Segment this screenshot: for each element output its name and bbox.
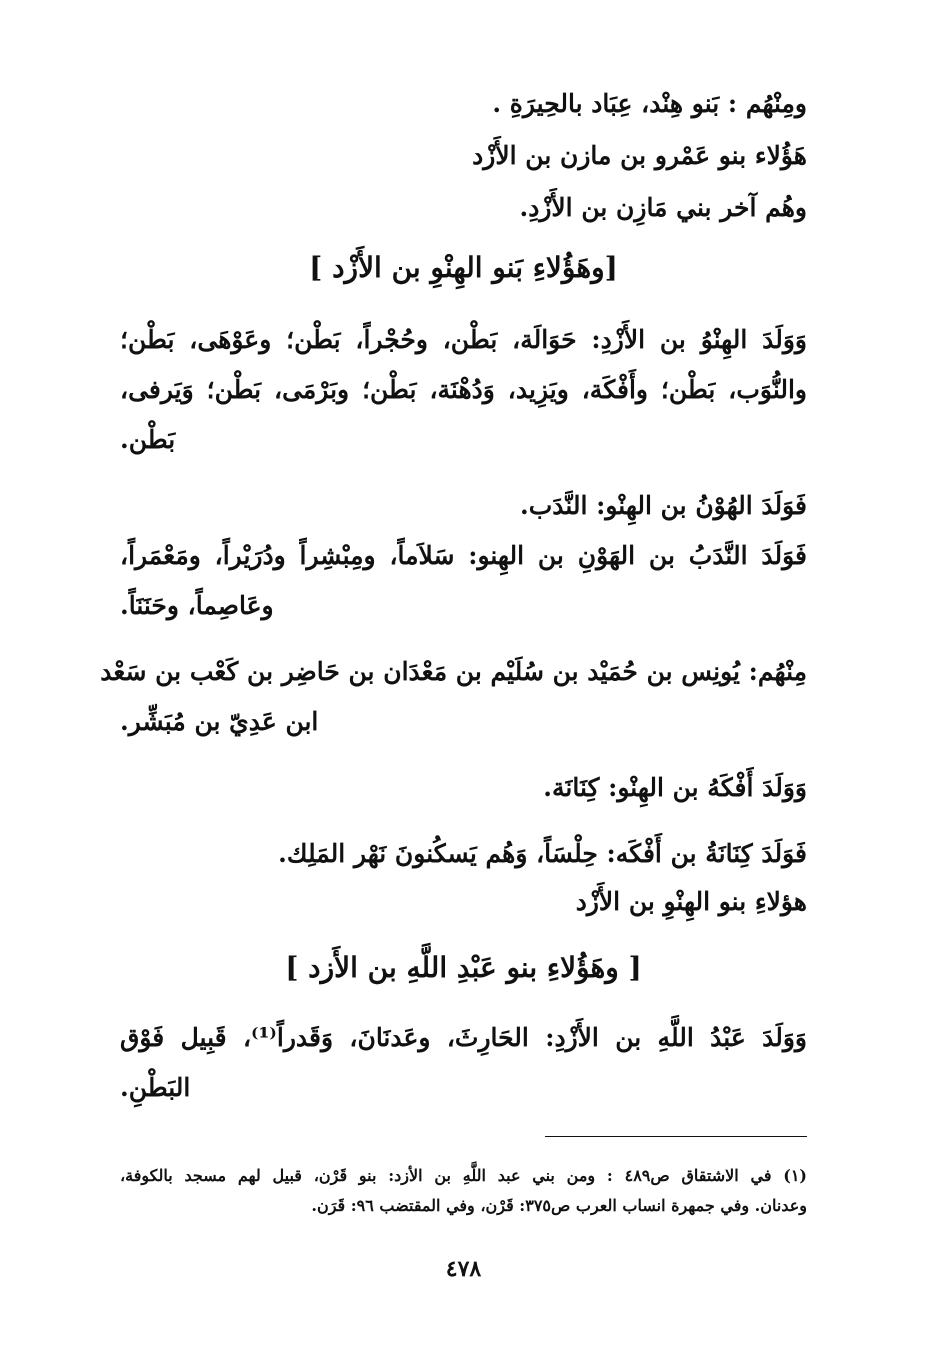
paragraph-8-line-2: البَطْنِ. [120, 1073, 191, 1102]
paragraph-7: هؤلاءِ بنو الهِنْوِ بن الأَزْد [575, 887, 807, 916]
section-heading-abdullah: [ وهَؤُلاءِ بنو عَبْدِ اللَّهِ بن الأَزد ] [285, 951, 642, 984]
paragraph-6: فَوَلَدَ كِنَانَةُ بن أَفْكَه: حِلْسَاً، وَهُم يَسكُنونَ نَهْر المَلِك. [278, 839, 807, 868]
footnote-line-1: (١) في الاشتقاق ص٤٨٩ : ومن بني عبد اللَّهِ بن الأزد: بنو قَرْن، قبيل لهم مسجد بالكوفة، [120, 1166, 807, 1185]
page-number: ٤٧٨ [445, 1256, 482, 1282]
paragraph-4-line-2: ابن عَدِيّ بن مُبَشِّر. [120, 707, 319, 736]
footnote-separator [545, 1136, 807, 1137]
paragraph-8-line-1: وَوَلَدَ عَبْدُ اللَّهِ بن الأَزْدِ: الحَارِثَ، وعَدنَانَ، وَقَدراً⁽¹⁾، قَبِيل فَوْق [120, 1023, 807, 1052]
section-heading-hinw: [وهَؤُلاءِ بَنو الهِنْوِ بن الأَزْد ] [309, 251, 618, 284]
paragraph-1-line-2: والنُّوَب، بَطْن؛ وأَفْكَة، ويَزِيد، وَدُهْنَة، بَطْن؛ وبَرْمَى، بَطْن؛ وَيَرفى، [120, 375, 807, 404]
intro-line-3: وهُم آخر بني مَازِن بن الأَزْدِ. [519, 193, 807, 222]
footnote-line-2: وعدنان. وفي جمهرة انساب العرب ص٣٧٥: قَرْن، وفي المقتضب ٩٦: قَرَن. [311, 1196, 807, 1215]
intro-line-1: ومِنْهُم : بَنو هِنْد، عِبَاد بالحِيرَةِ . [492, 89, 807, 118]
paragraph-1-line-3: بَطْن. [120, 425, 176, 454]
intro-line-2: هَؤُلاء بنو عَمْرو بن مازن بن الأَزْد [472, 141, 807, 170]
paragraph-3-line-1: فَوَلَدَ النَّدَبُ بن الهَوْنِ بن الهِنو: سَلاَماً، ومِبْشِراً ودُرَيْراً، ومَعْمَراً، [120, 541, 807, 570]
paragraph-4-line-1: مِنْهُم: يُونِس بن حُمَيْد بن سُلَيْم بن مَعْدَان بن حَاضِر بن كَعْب بن سَعْد [100, 657, 807, 686]
paragraph-3-line-2: وعَاصِماً، وحَنَنَاً. [120, 591, 274, 620]
paragraph-2: فَوَلَدَ الهُوْنُ بن الهِنْو: النَّدَب. [519, 491, 807, 520]
paragraph-5: وَوَلَدَ أَفْكَهُ بن الهِنْو: كِنَانَة. [543, 773, 807, 802]
paragraph-1-line-1: وَوَلَدَ الهِنْوُ بن الأَزْدِ: حَوَالَة، بَطْن، وحُجْراً، بَطْن؛ وعَوْهَى، بَطْن؛ [120, 325, 807, 354]
